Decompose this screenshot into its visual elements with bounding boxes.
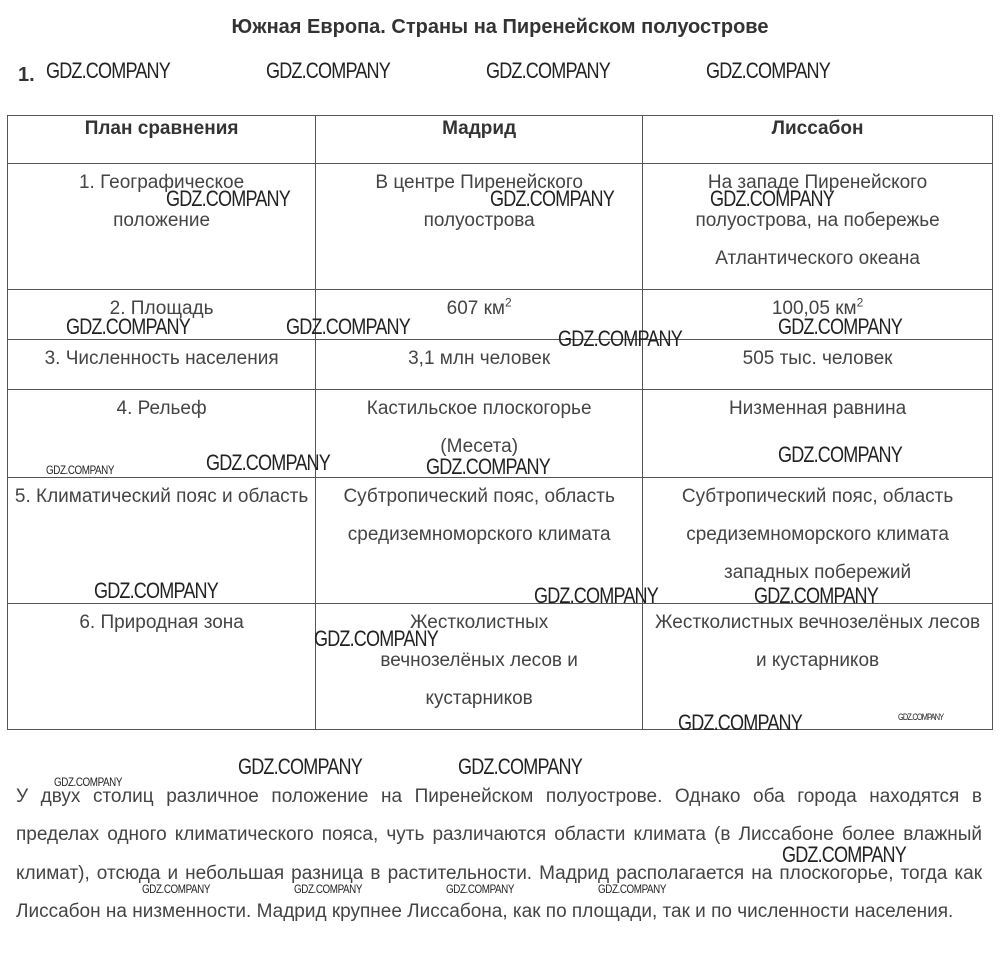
watermark: GDZ.COMPANY (166, 186, 290, 211)
watermark: GDZ.COMPANY (706, 58, 830, 83)
cell-text: Субтропический пояс, область средиземноморского климата западных побережий (681, 486, 954, 583)
cell-text: 3,1 млн человек (408, 348, 551, 369)
watermark: GDZ.COMPANY (266, 58, 390, 83)
conclusion-paragraph: У двух столиц различное положение на Пиренейском полуострове. Однако оба города находятся в пределах одного климатического пояса, чуть различаются области климата (в Лиссабоне более влажный климат), отсюда и небольшая разница в растительности. Мадрид располагается на плоскогорье, тогда как Лиссабон на низменности. Мадрид крупнее Лиссабона, как по площади, так и по численности населения. (16, 786, 982, 923)
watermark: GDZ.COMPANY (486, 58, 610, 83)
watermark: GDZ.COMPANY (426, 454, 550, 479)
cell-text: 3. Численность населения (44, 348, 279, 369)
watermark: GDZ.COMPANY (754, 583, 878, 608)
cell-criterion (8, 390, 316, 478)
table-row (8, 290, 993, 340)
header-madrid: Мадрид (316, 116, 643, 164)
cell-text: 6. Природная зона (79, 612, 244, 633)
table-row (8, 390, 993, 478)
cell-text: 505 тыс. человек (742, 348, 893, 369)
cell-text: 4. Рельеф (116, 398, 207, 419)
cell-lisbon (643, 390, 993, 478)
table-row (8, 478, 993, 604)
cell-madrid (316, 340, 643, 390)
cell-text: 1. Географическое положение (78, 172, 245, 231)
watermark: GDZ.COMPANY (446, 882, 515, 896)
cell-text: На западе Пиренейского полуострова, на побережье Атлантического океана (695, 172, 940, 269)
watermark: GDZ.COMPANY (598, 882, 667, 896)
watermark: GDZ.COMPANY (94, 578, 218, 603)
watermark: GDZ.COMPANY (458, 754, 582, 779)
watermark: GDZ.COMPANY (238, 754, 362, 779)
table-header-row (8, 116, 993, 164)
cell-text: 607 км (446, 298, 505, 319)
cell-madrid (316, 478, 643, 604)
watermark: GDZ.COMPANY (534, 583, 658, 608)
cell-text: Кастильское плоскогорье (Месета) (366, 398, 592, 457)
cell-lisbon (643, 290, 993, 340)
table-row (8, 340, 993, 390)
cell-text: Жестколистных вечнозелёных лесов и кустарников (380, 612, 578, 709)
header-criterion: План сравнения (8, 116, 316, 164)
header-lisbon: Лиссабон (643, 116, 993, 164)
watermark: GDZ.COMPANY (46, 58, 170, 83)
watermark: GDZ.COMPANY (206, 450, 330, 475)
cell-madrid (316, 290, 643, 340)
cell-criterion (8, 604, 316, 730)
cell-text: Низменная равнина (728, 398, 907, 419)
watermark: GDZ.COMPANY (286, 314, 410, 339)
cell-text: Субтропический пояс, область средиземноморского климата (343, 486, 615, 545)
table-row (8, 604, 993, 730)
cell-lisbon (643, 340, 993, 390)
table-row (8, 164, 993, 290)
comparison-table (7, 115, 993, 730)
watermark: GDZ.COMPANY (778, 442, 902, 467)
watermark: GDZ.COMPANY (66, 314, 190, 339)
watermark: GDZ.COMPANY (314, 626, 438, 651)
superscript: 2 (504, 295, 512, 310)
task-number: 1. (18, 64, 35, 86)
watermark: GDZ.COMPANY (778, 314, 902, 339)
cell-lisbon (643, 478, 993, 604)
cell-madrid (316, 390, 643, 478)
watermark: GDZ.COMPANY (294, 882, 363, 896)
watermark: GDZ.COMPANY (46, 463, 115, 477)
superscript: 2 (856, 295, 864, 310)
cell-lisbon (643, 604, 993, 730)
cell-text: 5. Климатический пояс и область (14, 486, 309, 507)
watermark: GDZ.COMPANY (490, 186, 614, 211)
watermark: GDZ.COMPANY (678, 710, 802, 735)
cell-lisbon (643, 164, 993, 290)
cell-text: 100,05 км (771, 298, 857, 319)
cell-criterion (8, 478, 316, 604)
watermark: GDZ.COMPANY (142, 882, 211, 896)
cell-criterion (8, 164, 316, 290)
cell-criterion (8, 290, 316, 340)
cell-text: Жестколистных вечнозелёных лесов и кустарников (654, 612, 981, 671)
watermark: GDZ.COMPANY (898, 712, 944, 722)
watermark: GDZ.COMPANY (558, 326, 682, 351)
cell-criterion (8, 340, 316, 390)
watermark: GDZ.COMPANY (782, 842, 906, 867)
cell-text: 2. Площадь (109, 298, 214, 319)
page-title: Южная Европа. Страны на Пиренейском полуострове (231, 16, 769, 38)
cell-madrid (316, 604, 643, 730)
cell-text: В центре Пиренейского полуострова (375, 172, 583, 231)
cell-madrid (316, 164, 643, 290)
watermark: GDZ.COMPANY (710, 186, 834, 211)
watermark: GDZ.COMPANY (54, 775, 123, 789)
